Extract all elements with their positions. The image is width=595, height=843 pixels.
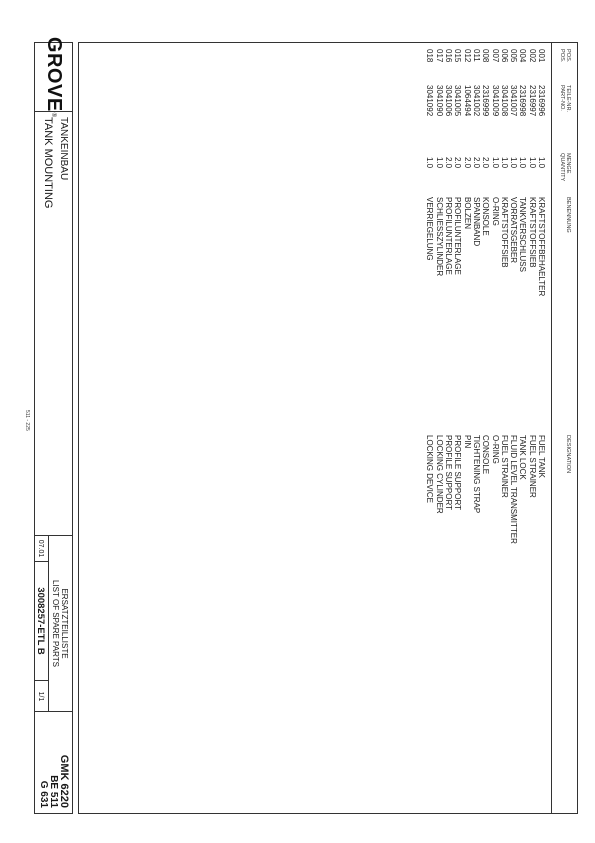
col-header-name (565, 197, 571, 233)
table-cell-name: VERRIEGELUNG (425, 197, 435, 261)
model-info (35, 711, 72, 813)
grove-logo (35, 36, 72, 118)
table-cell-name: PROFILUNTERLAGE (444, 197, 454, 275)
table-cell-designation: TIGHTENING STRAP (471, 435, 481, 514)
table-cell-part: 1064494 (462, 85, 472, 117)
table-cell-pos: 006 (499, 49, 509, 63)
table-cell-part: 3041090 (434, 85, 444, 117)
table-cell-qty: 1.0 (527, 157, 537, 169)
table-cell-qty: 2.0 (453, 157, 463, 169)
table-cell-part: 3041008 (499, 85, 509, 117)
be-code: BE 511 (48, 775, 60, 808)
table-cell-designation: FUEL TANK (537, 435, 546, 478)
logo-text: GROVE (43, 36, 65, 112)
list-info (35, 535, 72, 711)
table-cell-designation: PIN (462, 435, 472, 449)
table-cell-name: KONSOLE (481, 197, 491, 236)
table-cell-name: KRAFTSTOFFSIEB (527, 197, 537, 268)
table-cell-part: 2316998 (518, 85, 528, 117)
table-cell-designation: FLUID LEVEL TRANSMITTER (509, 435, 519, 544)
table-cell-qty: 1.0 (499, 157, 509, 169)
table-cell-part: 3041006 (444, 85, 454, 117)
table-cell-part: 3041005 (453, 85, 463, 117)
table-cell-name: O-RING (490, 197, 500, 226)
table-cell-name: BOLZEN (462, 197, 472, 230)
table-cell-pos: 001 (537, 49, 546, 63)
part-label-en: PART-NO. (558, 85, 565, 111)
col-header-designation (565, 435, 571, 473)
table-cell-qty: 1.0 (434, 157, 444, 169)
registered-mark: ® (50, 112, 57, 118)
table-cell-qty: 2.0 (481, 157, 491, 169)
group-code: G 631 (38, 780, 49, 808)
table-cell-part: 2316999 (481, 85, 491, 117)
table-cell-qty: 1.0 (490, 157, 500, 169)
table-cell-part: 3041009 (490, 85, 500, 117)
table-cell-qty: 2.0 (462, 157, 472, 169)
table-cell-pos: 017 (434, 49, 444, 63)
table-cell-qty: 2.0 (444, 157, 454, 169)
table-cell-pos: 016 (444, 49, 454, 63)
table-cell-qty: 1.0 (425, 157, 435, 169)
table-cell-pos: 005 (509, 49, 519, 63)
table-cell-designation: O-RING (490, 435, 500, 464)
qty-label-de: MENGE (565, 153, 571, 174)
pos-column (425, 49, 546, 62)
title-english: TANK MOUNTING (42, 117, 54, 209)
list-label-english: LIST OF SPARE PARTS (51, 580, 60, 667)
pos-label-de: POS. (565, 49, 571, 63)
table-cell-designation: FUEL STRAINER (499, 435, 509, 498)
col-header-qty (558, 153, 571, 181)
table-cell-pos: 015 (453, 49, 463, 63)
name-label-de: BENENNUNG (565, 197, 571, 233)
table-cell-name: SCHLIESSZYLINDER (434, 197, 444, 277)
part-label-de: TEILE-NR. (565, 85, 571, 113)
sheet-number: 1/1 (34, 680, 49, 712)
table-cell-designation: TANK LOCK (518, 435, 528, 480)
table-cell-qty: 1.0 (537, 157, 546, 169)
document-number: 3008257-ETL B (34, 562, 49, 680)
name-column (425, 197, 546, 296)
assembly-title (35, 111, 72, 535)
col-header-part (558, 85, 571, 112)
table-cell-qty: 2.0 (471, 157, 481, 169)
table-cell-pos: 007 (490, 49, 500, 63)
table-cell-qty: 1.0 (509, 157, 519, 169)
pos-label-en: POS. (558, 49, 565, 63)
table-cell-pos: 004 (518, 49, 528, 63)
table-cell-part: 2316997 (527, 85, 537, 117)
table-cell-pos: 018 (425, 49, 435, 63)
title-german: TANKEINBAU (58, 117, 69, 181)
issue-date: 07.01 (34, 536, 49, 562)
table-cell-name: TANKVERSCHLUSS (518, 197, 528, 272)
table-cell-part: 3041092 (425, 85, 435, 117)
parts-table (78, 42, 578, 814)
table-cell-name: PROFILUNTERLAGE (453, 197, 463, 275)
col-header-pos (558, 49, 571, 62)
header-divider (551, 43, 552, 813)
model-code: GMK 6220 (58, 754, 70, 808)
table-cell-designation: LOCKING CYLINDER (434, 435, 444, 514)
designation-label: DESIGNATION (565, 435, 571, 474)
table-cell-designation: PROFILE SUPPORT (444, 435, 454, 510)
table-cell-name: VORRATSGEBER (509, 197, 519, 264)
table-cell-qty: 1.0 (518, 157, 528, 169)
table-cell-designation: PROFILE SUPPORT (453, 435, 463, 510)
qty-label-en: QUANTITY (558, 153, 565, 182)
table-cell-name: SPANNBAND (471, 197, 481, 247)
table-cell-pos: 002 (527, 49, 537, 63)
table-cell-designation: CONSOLE (481, 435, 491, 475)
table-cell-name: KRAFTSTOFFBEHAELTER (537, 197, 546, 297)
designation-column (425, 435, 546, 544)
table-cell-designation: FUEL STRAINER (527, 435, 537, 498)
part-column (425, 85, 546, 116)
table-cell-name: KRAFTSTOFFSIEB (499, 197, 509, 268)
table-cell-pos: 012 (462, 49, 472, 63)
table-cell-part: 2316996 (537, 85, 546, 117)
page-reference: 511 - 225 (24, 410, 30, 431)
table-cell-pos: 011 (471, 49, 481, 62)
table-cell-part: 3041007 (509, 85, 519, 117)
table-cell-pos: 008 (481, 49, 491, 63)
qty-column (425, 157, 546, 168)
title-block (34, 36, 73, 814)
list-label-german: ERSATZTEILLISTE (60, 588, 69, 659)
table-cell-designation: LOCKING DEVICE (425, 435, 435, 504)
table-cell-part: 3041002 (471, 85, 481, 117)
